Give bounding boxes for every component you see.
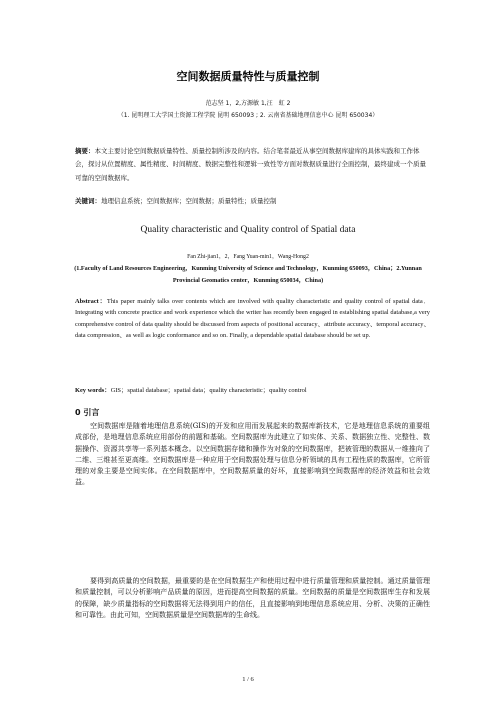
abstract-chinese-text: 本文主要讨论空间数据质量特性、质量控制所涉及的内容。结合笔者最近从事空间数据库建库的具体实践和工作体会，探讨从位置精度、属性精度、时间精度、数据完整性和逻辑一致性等方面对数据质量进行全面控制，最终建成一个质量可靠的空间数据库。 xyxy=(75,147,426,182)
body-paragraph: 要得到高质量的空间数据，最重要的是在空间数据生产和使用过程中进行质量管理和质量控制。通过质量管理和质量控制，可以分析影响产品质量的原因，进而提高空间数据的质量。空间数据的质量是空间数据库生存和发展的保障，缺少质量指标的空间数据将无法得到用户的信任，且直接影响到地理信息系统应用、分析、决策的正确性和可靠性。由此可知，空间数据质量是空间数据库的生命线。 xyxy=(75,577,430,619)
keywords-chinese-label: 关键词： xyxy=(75,197,101,205)
abstract-chinese xyxy=(75,145,430,185)
keywords-chinese-text: 地理信息系统；空间数据库；空间数据；质量特性；质量控制 xyxy=(101,197,277,205)
abstract-english xyxy=(75,296,430,342)
paper-title-chinese: 空间数据质量特性与质量控制 xyxy=(176,70,320,83)
paper-title-english: Quality characteristic and Quality control of Spatial data xyxy=(140,225,356,235)
page-number: 1 / 6 xyxy=(242,676,254,683)
abstract-english-label: Abstract： xyxy=(75,298,107,305)
abstract-english-text: This paper mainly talks over contents which are involved with quality characteristic and quality control of spatial data． Integrating with concrete practice and work experience which the writer has recently been engaged in establishing spatial database,a very comprehensive control of data quality should be discussed from aspects of positional accuracy、attribute accuracy、temporal accuracy、data compression、as well as logic conformance and so on. Finally, a dependable spatial database should be set up. xyxy=(75,298,430,340)
authors-english: Fan Zhi-jian1，2，Fang Yuan-min1，Wang-Hong2 xyxy=(187,254,309,260)
abstract-chinese-label: 摘要： xyxy=(75,147,95,155)
affiliation-english: (1.Faculty of Land Resources Engineering，Kunming University of Science and Technology，Kunming 650093，China；2.Yunnan Provincial Geomatics center，Kunming 650034，China) xyxy=(74,265,422,284)
keywords-chinese xyxy=(75,196,430,207)
affiliation-chinese: （1. 昆明理工大学国土资源工程学院 昆明 650093 ; 2. 云南省基础地理信息中心 昆明 650034） xyxy=(117,112,379,119)
section-heading-introduction: 0 引言 xyxy=(75,408,100,417)
keywords-english xyxy=(75,385,430,396)
keywords-english-text: GIS；spatial database；spatial data；quality characteristic；quality control xyxy=(110,387,307,394)
body-paragraph: 空间数据库是随着地理信息系统(GIS)的开发和应用而发展起来的数据库新技术，它是地理信息系统的重要组成部份，是地理信息系统应用部份的前题和基础。空间数据库为此建立了如实体、关系、数据独立性、完整性、数据操作、资源共享等一系列基本概念。以空间数据存储和操作为对象的空间数据库，把被管理的数据从一维推向了二维、三维甚至更高维。空间数据库是一种应用于空间数据处理与信息分析领域的具有工程性质的数据库，它所管理的对象主要是空间实体。在空间数据库中，空间数据质量的好坏，直接影响到空间数据库的经济效益和社会效益。 xyxy=(75,422,430,487)
authors-chinese: 范志坚 1，2,方源敏 1,汪 虹 2 xyxy=(205,100,291,107)
keywords-english-label: Key words： xyxy=(75,387,111,394)
